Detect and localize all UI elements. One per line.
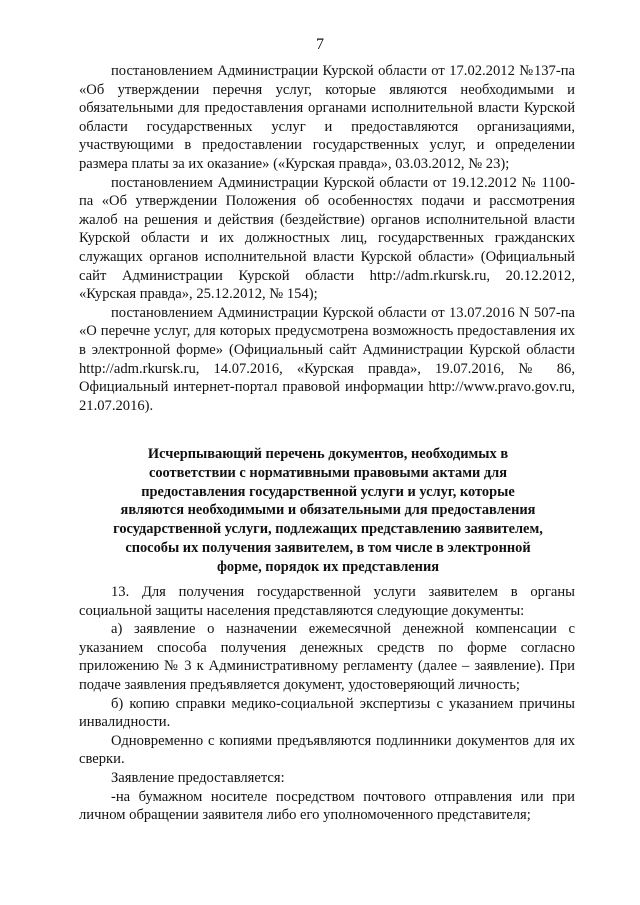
section-body: [79, 583, 575, 825]
body-paragraph: а) заявление о назначении ежемесячной денежной компенсации с указанием способа получения денежных средств по форме согласно приложению № 3 к Административному регламенту (далее – заявление). При подаче заявления предъявляется документ, удостоверяющий личность;: [79, 621, 575, 693]
page-number: 7: [316, 36, 324, 53]
legal-reference-item: постановлением Администрации Курской области от 19.12.2012 № 1100-па «Об утверждении Положения об особенностях подачи и рассмотрения жалоб на решения и действия (бездействие) органов исполнительной власти Курской области и их должностных лиц, государственных гражданских служащих органов исполнительной власти Курской области» (Официальный сайт Администрации Курской области http://adm.rkursk.ru, 20.12.2012, «Курская правда», 25.12.2012, № 154);: [79, 174, 575, 303]
legal-reference-item: постановлением Администрации Курской области от 17.02.2012 №137-па «Об утверждении перечня услуг, которые являются необходимыми и обязательными для предоставления органами исполнительной власти Курской области государственных услуг и предоставляются организациями, участвующими в предоставлении государственных услуг, и определении размера платы за их оказание» («Курская правда», 03.03.2012, № 23);: [79, 63, 575, 172]
section-heading: Исчерпывающий перечень документов, необходимых в соответствии с нормативными правовыми актами для предоставления государственной услуги и услуг, которые являются необходимыми и обязательными для предоставления государственной услуги, подлежащих представлению заявителем, способы их получения заявителем, в том числе в электронной форме, порядок их представления: [113, 446, 543, 575]
body-paragraph: Одновременно с копиями предъявляются подлинники документов для их сверки.: [79, 732, 575, 768]
body-paragraph: б) копию справки медико-социальной экспертизы с указанием причины инвалидности.: [79, 695, 575, 731]
body-paragraph: -на бумажном носителе посредством почтового отправления или при личном обращении заявителя либо его уполномоченного представителя;: [79, 788, 575, 824]
body-paragraph: 13. Для получения государственной услуги заявителем в органы социальной защиты населения представляются следующие документы:: [79, 584, 575, 619]
legal-references-list: [79, 62, 575, 415]
body-paragraph: Заявление предоставляется:: [111, 769, 285, 786]
legal-reference-item: постановлением Администрации Курской области от 13.07.2016 N 507-па «О перечне услуг, для которых предусмотрена возможность предоставления их в электронной форме» (Официальный сайт Администрации Курской области http://adm.rkursk.ru, 14.07.2016, «Курская правда», 19.07.2016, № 86, Официальный интернет-портал правовой информации http://www.pravo.gov.ru, 21.07.2016).: [79, 304, 575, 414]
section-heading-container: [112, 445, 544, 577]
